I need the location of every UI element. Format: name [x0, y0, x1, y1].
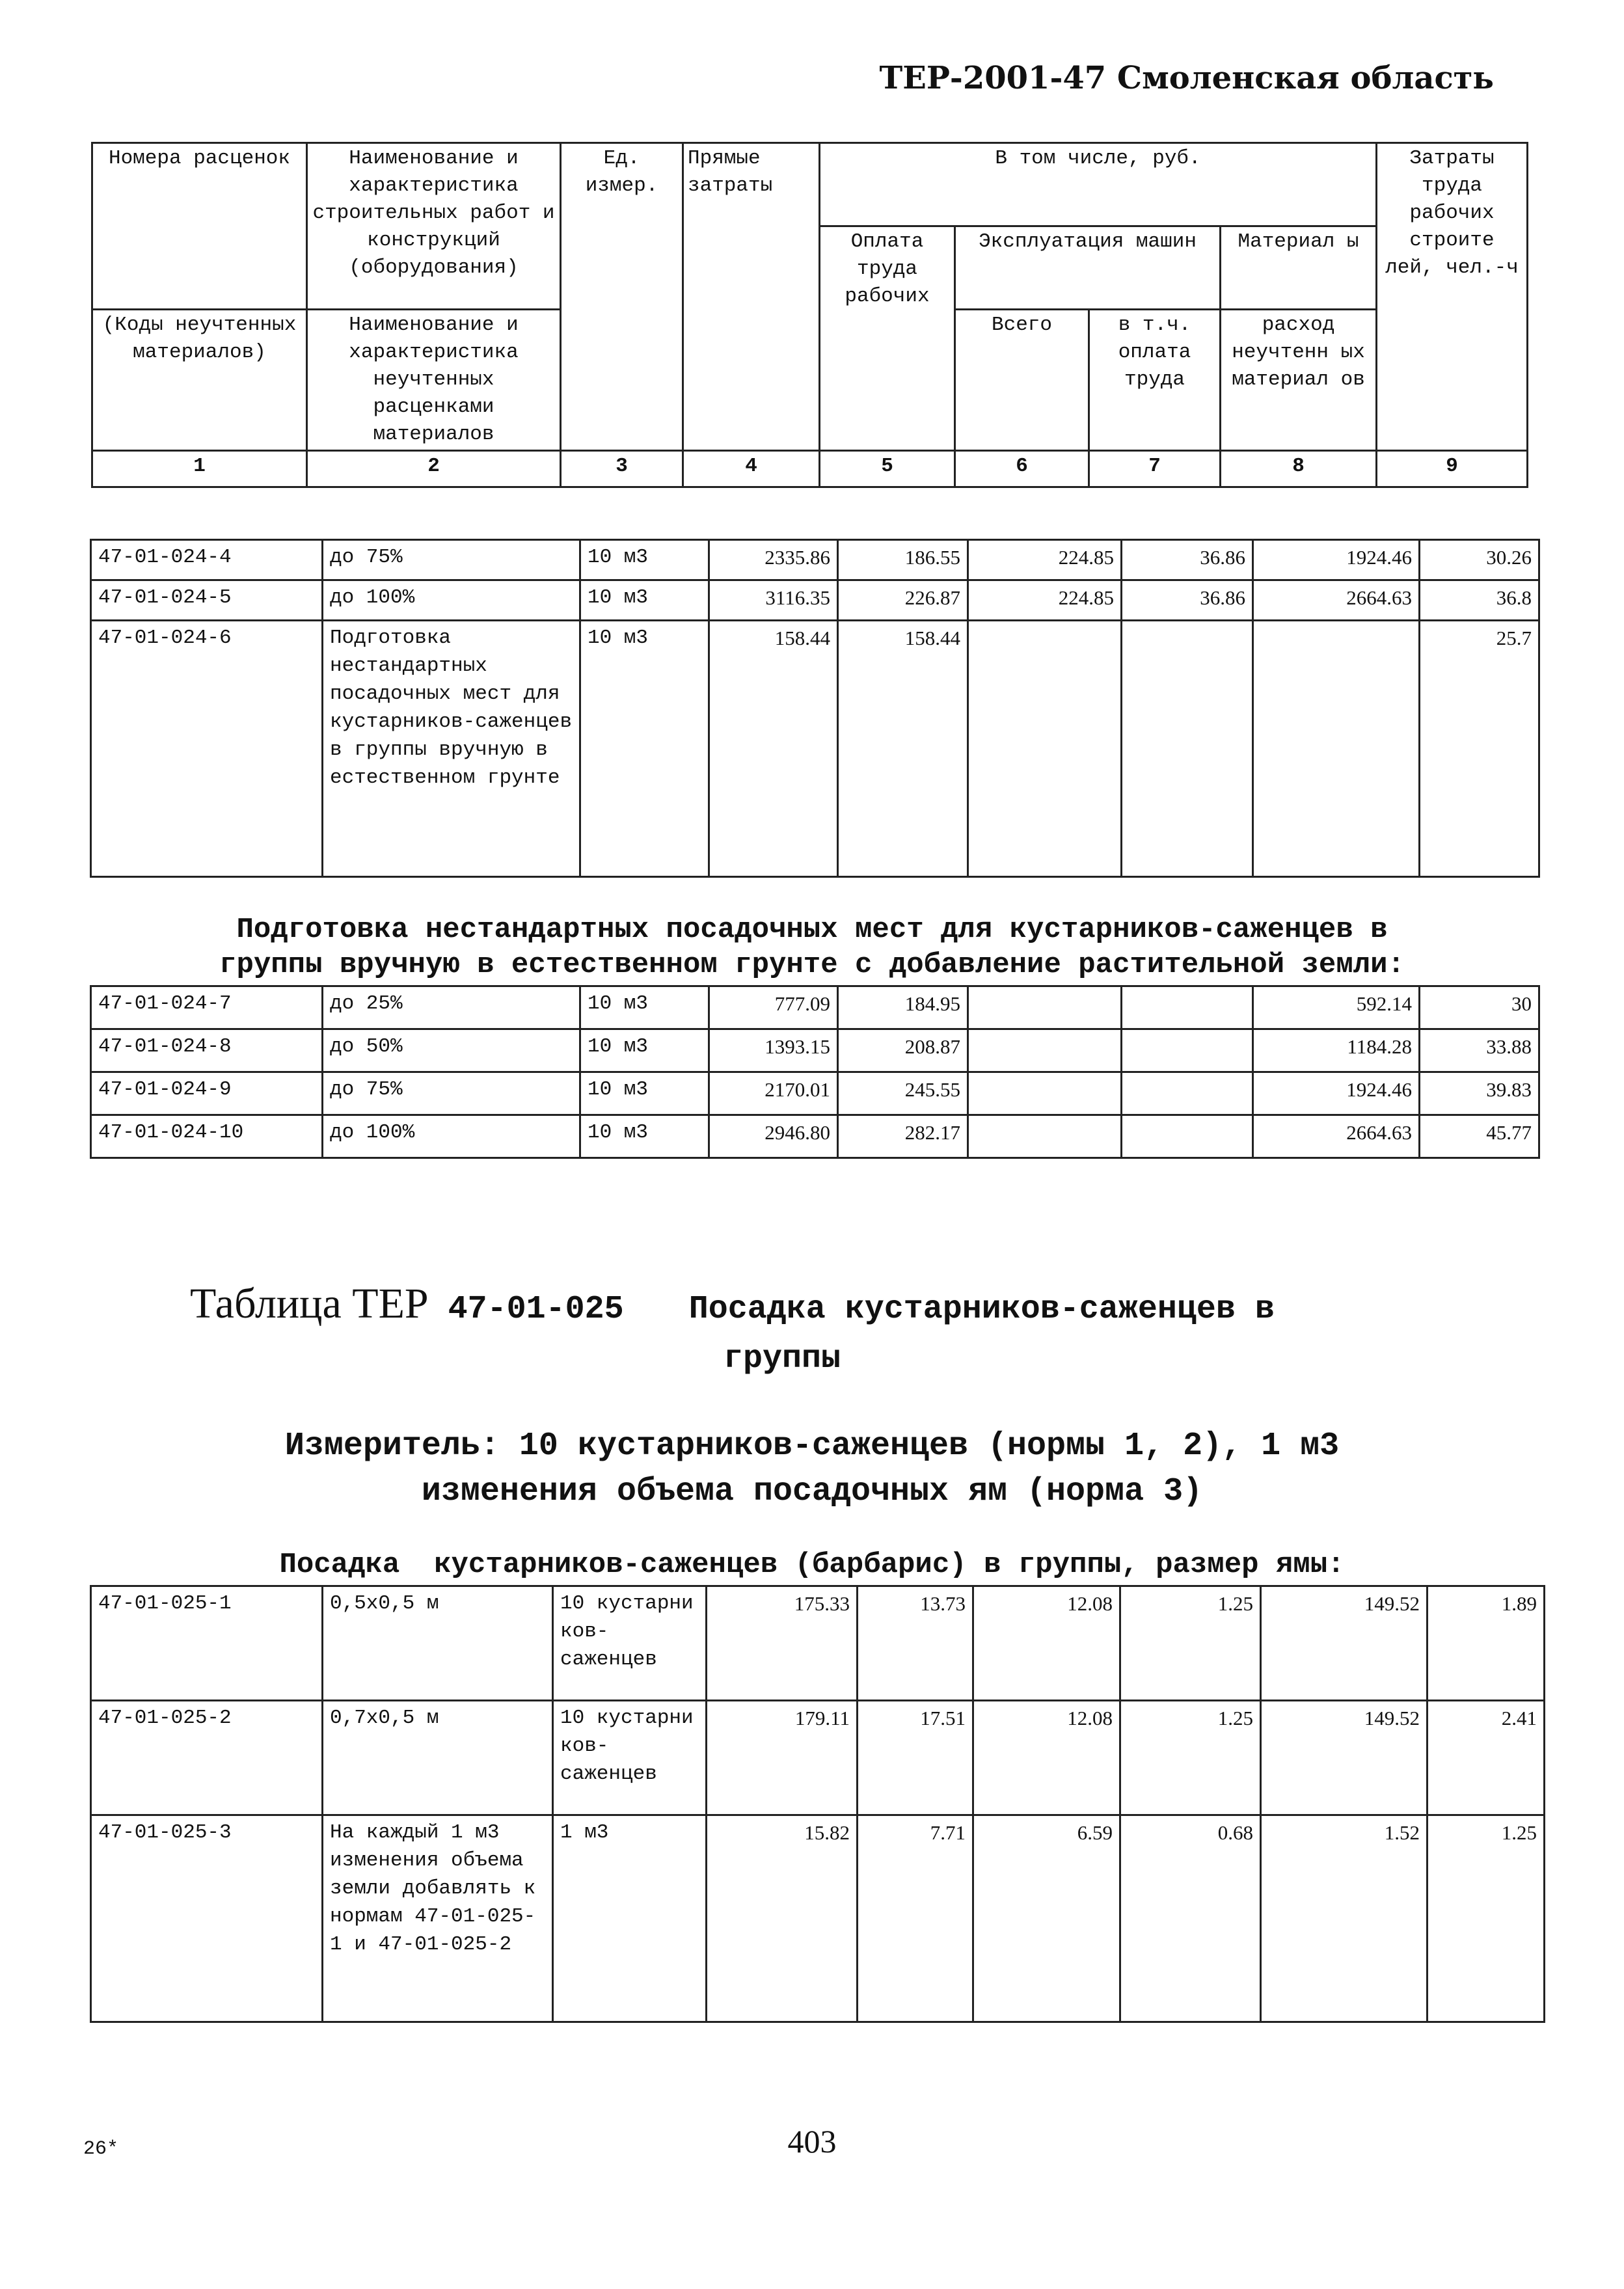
- table-title-name: Посадка кустарников-саженцев в: [688, 1291, 1275, 1328]
- machine-labor: [1122, 1072, 1253, 1115]
- header-machine-labor: в т.ч. оплата труда: [1089, 310, 1221, 451]
- col-number: 8: [1221, 451, 1377, 487]
- col-number: 1: [92, 451, 307, 487]
- labor-hours: 45.77: [1420, 1115, 1539, 1158]
- section-c-title: Посадка кустарников-саженцев (барбарис) в группы, размер ямы:: [279, 1549, 1345, 1581]
- rate-unit: 10 м3: [580, 580, 709, 621]
- table-row: [91, 621, 1539, 877]
- materials: 149.52: [1261, 1701, 1428, 1815]
- rates-table-b: [90, 985, 1540, 1159]
- header-unit: Ед. измер.: [561, 143, 683, 451]
- machine-total: 12.08: [973, 1701, 1120, 1815]
- machine-total: 12.08: [973, 1586, 1120, 1701]
- direct-costs: 179.11: [707, 1701, 858, 1815]
- rates-table-c: [90, 1585, 1545, 2023]
- worker-pay: 13.73: [858, 1586, 973, 1701]
- header-unaccounted-materials: расход неучтенн ых материал ов: [1221, 310, 1377, 451]
- worker-pay: 184.95: [838, 986, 968, 1029]
- worker-pay: 7.71: [858, 1815, 973, 2022]
- rate-unit: 10 кустарни ков-саженцев: [553, 1701, 707, 1815]
- rate-code: 47-01-024-5: [91, 580, 323, 621]
- page-number: 403: [787, 2123, 837, 2160]
- header-direct-costs: Прямые затраты: [683, 143, 820, 451]
- direct-costs: 777.09: [709, 986, 838, 1029]
- machine-labor: 1.25: [1120, 1586, 1261, 1701]
- rate-name: до 50%: [323, 1029, 580, 1072]
- machine-labor: 36.86: [1122, 540, 1253, 580]
- rate-unit: 10 м3: [580, 621, 709, 877]
- rate-code: 47-01-024-9: [91, 1072, 323, 1115]
- rate-code: 47-01-025-2: [91, 1701, 323, 1815]
- direct-costs: 2170.01: [709, 1072, 838, 1115]
- materials: 1184.28: [1253, 1029, 1420, 1072]
- direct-costs: 2946.80: [709, 1115, 838, 1158]
- table-row: [91, 986, 1539, 1029]
- header-machine-operation: Эксплуатация машин: [955, 226, 1221, 310]
- rate-name: до 75%: [323, 1072, 580, 1115]
- rate-code: 47-01-025-3: [91, 1815, 323, 2022]
- machine-labor: [1122, 1115, 1253, 1158]
- direct-costs: 175.33: [707, 1586, 858, 1701]
- machine-total: [968, 986, 1122, 1029]
- direct-costs: 3116.35: [709, 580, 838, 621]
- rate-name: до 100%: [323, 580, 580, 621]
- rates-table-a: [90, 539, 1540, 878]
- machine-labor: [1122, 986, 1253, 1029]
- header-work-name: Наименование и характеристика строительных работ и конструкций (оборудования): [307, 143, 561, 310]
- machine-labor: [1122, 621, 1253, 877]
- table-row: [91, 1072, 1539, 1115]
- col-number: 5: [820, 451, 955, 487]
- labor-hours: 1.25: [1428, 1815, 1545, 2022]
- machine-labor: 1.25: [1120, 1701, 1261, 1815]
- machine-total: [968, 1072, 1122, 1115]
- materials: 2664.63: [1253, 1115, 1420, 1158]
- rate-name: На каждый 1 м3 изменения объема земли добавлять к нормам 47-01-025-1 и 47-01-025-2: [323, 1815, 553, 2022]
- rate-code: 47-01-024-8: [91, 1029, 323, 1072]
- meter-line2: изменения объема посадочных ям (норма 3): [421, 1473, 1203, 1510]
- col-number: 3: [561, 451, 683, 487]
- col-number: 9: [1377, 451, 1528, 487]
- col-number: 6: [955, 451, 1089, 487]
- rate-unit: 1 м3: [553, 1815, 707, 2022]
- col-number: 2: [307, 451, 561, 487]
- materials: 149.52: [1261, 1586, 1428, 1701]
- worker-pay: 208.87: [838, 1029, 968, 1072]
- section-b-title-line1: Подготовка нестандартных посадочных мест для кустарников-саженцев в: [236, 914, 1388, 946]
- worker-pay: 245.55: [838, 1072, 968, 1115]
- direct-costs: 158.44: [709, 621, 838, 877]
- materials: 2664.63: [1253, 580, 1420, 621]
- rate-unit: 10 м3: [580, 540, 709, 580]
- labor-hours: 25.7: [1420, 621, 1539, 877]
- labor-hours: 36.8: [1420, 580, 1539, 621]
- header-unaccounted-codes: (Коды неучтенных материалов): [92, 310, 307, 451]
- labor-hours: 39.83: [1420, 1072, 1539, 1115]
- rate-code: 47-01-025-1: [91, 1586, 323, 1701]
- signature-mark: 26*: [83, 2138, 119, 2160]
- worker-pay: 17.51: [858, 1701, 973, 1815]
- materials: 1.52: [1261, 1815, 1428, 2022]
- rate-code: 47-01-024-7: [91, 986, 323, 1029]
- meter-line1: Измеритель: 10 кустарников-саженцев (нормы 1, 2), 1 м3: [284, 1428, 1340, 1465]
- materials: 1924.46: [1253, 540, 1420, 580]
- table-row: [91, 1029, 1539, 1072]
- header-rate-numbers: Номера расценок: [92, 143, 307, 310]
- rate-name: Подготовка нестандартных посадочных мест для кустарников-саженцев в группы вручную в естественном грунте: [323, 621, 580, 877]
- table-row: [91, 1815, 1545, 2022]
- materials: 592.14: [1253, 986, 1420, 1029]
- machine-total: [968, 1029, 1122, 1072]
- table-row: [91, 580, 1539, 621]
- header-machine-total: Всего: [955, 310, 1089, 451]
- table-row: [91, 540, 1539, 580]
- worker-pay: 226.87: [838, 580, 968, 621]
- worker-pay: 158.44: [838, 621, 968, 877]
- machine-total: [968, 1115, 1122, 1158]
- table-row: [91, 1701, 1545, 1815]
- labor-hours: 33.88: [1420, 1029, 1539, 1072]
- labor-hours: 1.89: [1428, 1586, 1545, 1701]
- rate-name: до 25%: [323, 986, 580, 1029]
- rate-name: 0,7х0,5 м: [323, 1701, 553, 1815]
- labor-hours: 30.26: [1420, 540, 1539, 580]
- machine-total: [968, 621, 1122, 877]
- rate-name: до 100%: [323, 1115, 580, 1158]
- rate-unit: 10 м3: [580, 1115, 709, 1158]
- machine-total: 224.85: [968, 540, 1122, 580]
- machine-total: 6.59: [973, 1815, 1120, 2022]
- labor-hours: 30: [1420, 986, 1539, 1029]
- header-including: В том числе, руб.: [820, 143, 1377, 226]
- column-header-table: [91, 142, 1528, 488]
- machine-labor: 0.68: [1120, 1815, 1261, 2022]
- machine-labor: [1122, 1029, 1253, 1072]
- rate-name: 0,5х0,5 м: [323, 1586, 553, 1701]
- worker-pay: 282.17: [838, 1115, 968, 1158]
- direct-costs: 15.82: [707, 1815, 858, 2022]
- rate-code: 47-01-024-10: [91, 1115, 323, 1158]
- materials: 1924.46: [1253, 1072, 1420, 1115]
- rate-name: до 75%: [323, 540, 580, 580]
- header-worker-pay: Оплата труда рабочих: [820, 226, 955, 451]
- table-title-prefix: Таблица ТЕР: [190, 1280, 429, 1327]
- direct-costs: 2335.86: [709, 540, 838, 580]
- rate-code: 47-01-024-4: [91, 540, 323, 580]
- header-unaccounted-name: Наименование и характеристика неучтенных расценками материалов: [307, 310, 561, 451]
- col-number: 4: [683, 451, 820, 487]
- table-title-code: 47-01-025: [448, 1291, 624, 1328]
- rate-unit: 10 м3: [580, 986, 709, 1029]
- machine-total: 224.85: [968, 580, 1122, 621]
- table-row: [91, 1586, 1545, 1701]
- rate-unit: 10 м3: [580, 1072, 709, 1115]
- direct-costs: 1393.15: [709, 1029, 838, 1072]
- materials: [1253, 621, 1420, 877]
- worker-pay: 186.55: [838, 540, 968, 580]
- header-materials: Материал ы: [1221, 226, 1377, 310]
- table-row: [91, 1115, 1539, 1158]
- machine-labor: 36.86: [1122, 580, 1253, 621]
- col-number: 7: [1089, 451, 1221, 487]
- rate-unit: 10 кустарни ков-саженцев: [553, 1586, 707, 1701]
- header-labor-hours: Затраты труда рабочих строите лей, чел.-ч: [1377, 143, 1528, 451]
- section-b-title-line2: группы вручную в естественном грунте с добавление растительной земли:: [219, 949, 1405, 981]
- labor-hours: 2.41: [1428, 1701, 1545, 1815]
- table-title: [190, 1279, 1275, 1329]
- rate-unit: 10 м3: [580, 1029, 709, 1072]
- running-header: ТЕР-2001-47 Смоленская область: [879, 60, 1494, 96]
- rate-code: 47-01-024-6: [91, 621, 323, 877]
- table-title-line2: группы: [724, 1340, 841, 1377]
